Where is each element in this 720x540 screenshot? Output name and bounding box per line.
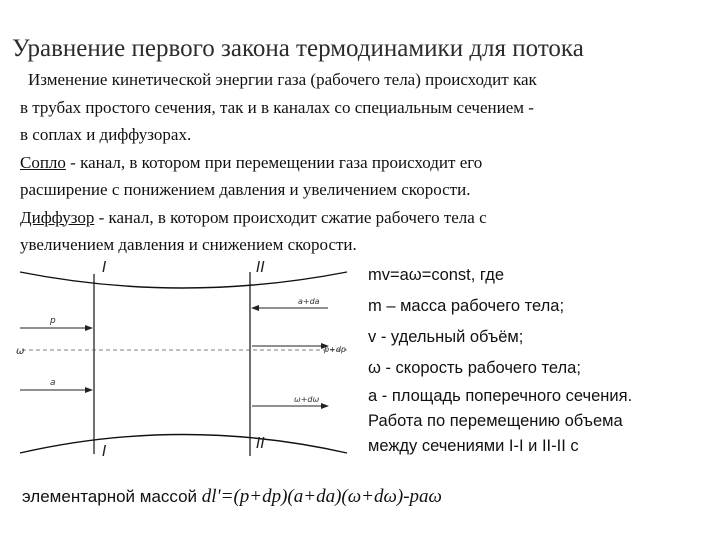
diffuser-def-1: - канал, в котором происходит сжатие рабочего тела с [94, 207, 487, 227]
slide-title: Уравнение первого закона термодинамики для потока [12, 35, 584, 62]
notes [368, 260, 713, 459]
label-a: a [50, 378, 56, 388]
intro-line-1: Изменение кинетической энергии газа (рабочего тела) происходит как [28, 70, 537, 89]
diffuser-term: Диффузор [20, 207, 95, 227]
note-line-2: m – масса рабочего тела; [368, 297, 565, 315]
final-line [22, 486, 442, 508]
label-a-da: a+da [298, 297, 320, 306]
label-section-2-bottom: II [256, 434, 265, 452]
note-line-6: Работа по перемещению объема [368, 412, 623, 430]
channel-wall-top [20, 272, 347, 288]
note-line-5: a - площадь поперечного сечения. [368, 387, 633, 405]
work-formula: dl'=(p+dp)(a+da)(ω+dω)-paω [201, 486, 442, 507]
note-line-1: mv=aω=const, где [368, 266, 505, 284]
label-p: p [50, 316, 56, 326]
channel-wall-bottom [20, 435, 347, 454]
label-omega-domega: ω+dω [294, 395, 320, 404]
note-line-4: ω - скорость рабочего тела; [368, 359, 581, 377]
intro-line-3: в соплах и диффузорах. [20, 125, 192, 144]
nozzle-term: Сопло [20, 152, 66, 172]
channel-diagram [12, 256, 357, 468]
label-omega: ω [16, 346, 25, 357]
nozzle-def-1: - канал, в котором при перемещении газа происходит его [65, 152, 483, 172]
diffuser-definition [20, 204, 710, 232]
nozzle-definition [20, 149, 710, 177]
body-text [20, 66, 710, 259]
intro-line-2: в трубах простого сечения, так и в каналах со специальным сечением - [20, 97, 534, 117]
label-section-2-top: II [256, 258, 265, 276]
label-p-dp: p+dp [324, 345, 346, 354]
diffuser-def-2: увеличением давления и снижением скорости. [20, 235, 357, 254]
nozzle-def-2: расширение с понижением давления и увеличением скорости. [20, 180, 471, 199]
label-section-1-bottom: I [102, 442, 107, 460]
label-section-1-top: I [102, 258, 107, 276]
note-line-3: v - удельный объём; [368, 328, 524, 346]
note-line-7: между сечениями I-I и II-II с [368, 437, 579, 455]
final-prefix: элементарной массой [22, 487, 202, 506]
